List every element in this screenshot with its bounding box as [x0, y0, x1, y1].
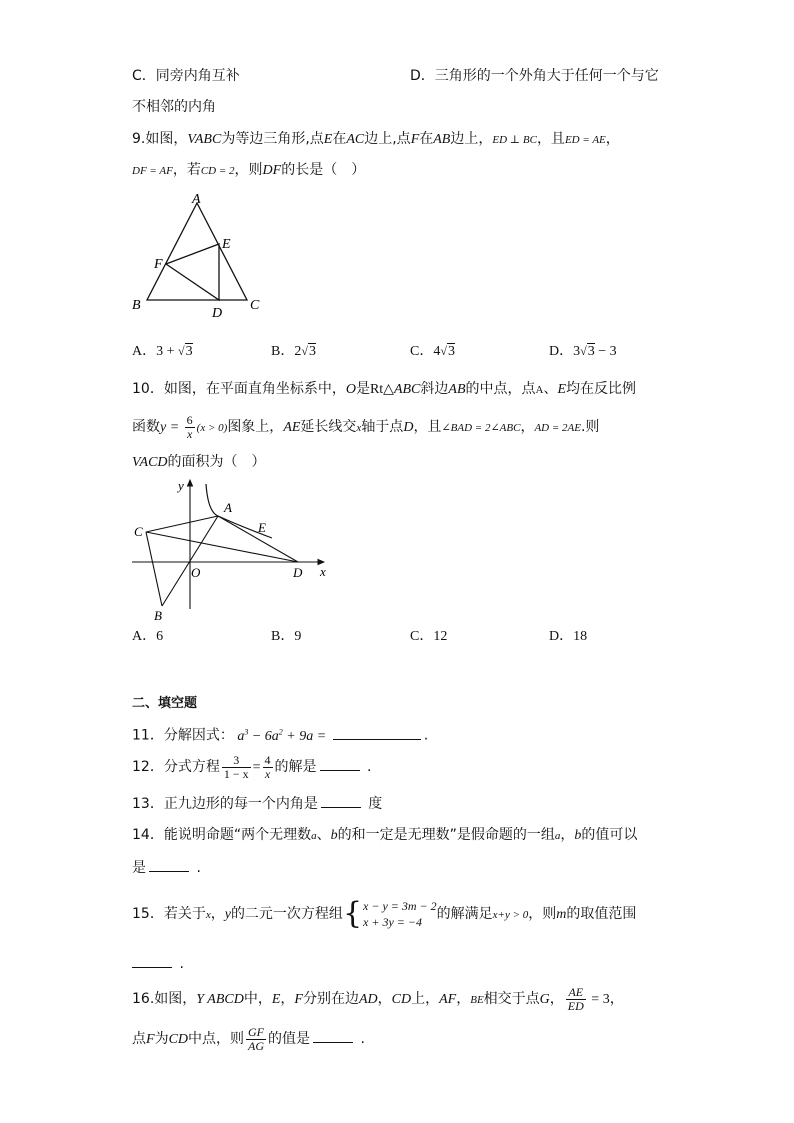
q13-question: 13．正九边形的每一个内角是 度 [132, 793, 382, 814]
q10-label-c: C [134, 524, 143, 539]
q12-question: 12．分式方程 $\frac{3}{1 - x}$ = $\frac{4}{x}$ 的解是 . [132, 752, 372, 781]
q8-option-c: C．同旁内角互补 [132, 68, 240, 84]
q10-label-o: O [191, 565, 201, 580]
q11-answer-blank[interactable] [333, 725, 421, 740]
q9-label-c: C [250, 298, 260, 313]
q9-label-e: E [222, 237, 231, 252]
q10-label-e: E [258, 520, 266, 535]
q14-stem-line2: 是 . [132, 857, 201, 878]
q8-option-d-continued: 不相邻的内角 [132, 99, 216, 115]
q10-label-a: A [224, 500, 232, 515]
q10-coordinate-figure [128, 474, 338, 624]
q8-option-d: D．三角形的一个外角大于任何一个与它 [410, 68, 659, 84]
q11-question: 11．分解因式： $a^3 - 6a^2 + 9a$ = . [132, 722, 428, 747]
q9-option-a: A．3 + √3 [132, 344, 193, 359]
q12-answer-blank[interactable] [320, 756, 360, 771]
q10-label-d: D [293, 565, 303, 580]
q14-stem-line1: 14．能说明命题“两个无理数a、b的和一定是无理数”是假命题的一组a，b的值可以 [132, 827, 638, 843]
q9-label-b: B [132, 298, 141, 313]
q9-stem-line2: DF = AF，若CD = 2，则DF的长是（ ） [132, 162, 366, 178]
q10-label-x: x [320, 564, 326, 579]
q9-option-b: B．2√3 [271, 344, 316, 359]
q10-option-d: D．18 [549, 629, 588, 644]
q10-label-b: B [154, 608, 162, 623]
q10-label-y: y [178, 478, 184, 493]
q10-segment-ca [146, 516, 218, 532]
q15-stem-line2: . [132, 953, 184, 974]
q9-stem-line1: 9.如图，VABC为等边三角形,点E在AC边上,点F在AB边上，ED ⊥ BC，且ED = AE， [132, 131, 620, 147]
q14-answer-blank[interactable] [149, 857, 189, 872]
q10-option-a: A．6 [132, 629, 164, 644]
section-heading-fill-in: 二、填空题 [132, 696, 198, 711]
q16-stem-line2: 点F为CD中点，则 $\frac{GF}{AG}$ 的值是 . [132, 1024, 365, 1053]
q9-label-f: F [154, 257, 163, 272]
q9-triangle-figure [128, 190, 278, 325]
q10-option-b: B．9 [271, 629, 302, 644]
q15-answer-blank[interactable] [132, 953, 172, 968]
q15-stem-line1: 15．若关于x，y的二元一次方程组{ x − y = 3m − 2 x + 3y = −4 的解满足x+y > 0，则m的取值范围 [132, 896, 637, 931]
q10-segment-cb [146, 532, 162, 606]
q9-label-d: D [212, 306, 223, 321]
q10-option-c: C．12 [410, 629, 448, 644]
q10-stem-line1: 10．如图，在平面直角坐标系中，O是Rt△ABC斜边AB的中点，点A、E均在反比例 [132, 381, 637, 397]
q9-label-a: A [192, 192, 201, 207]
q9-option-d: D．3√3 − 3 [549, 344, 617, 359]
q10-stem-line3: VACD的面积为（ ） [132, 454, 266, 470]
q9-option-c: C．4√3 [410, 344, 455, 359]
q13-answer-blank[interactable] [321, 793, 361, 808]
q16-stem-line1: 16.如图，Y ABCD中，E，F分别在边AD，CD上，AF，BE相交于点G， $\frac{AE}{ED}$ = 3， [132, 984, 624, 1013]
q10-segment-cd [146, 532, 298, 562]
q16-answer-blank[interactable] [313, 1028, 353, 1043]
q9-triangle-def [166, 244, 219, 300]
q10-stem-line2: 函数y = $\frac{6}{x}$ (x > 0)图象上，AE延长线交x轴于点D，且∠BAD = 2∠ABC，AD = 2AE.则 [132, 412, 600, 441]
